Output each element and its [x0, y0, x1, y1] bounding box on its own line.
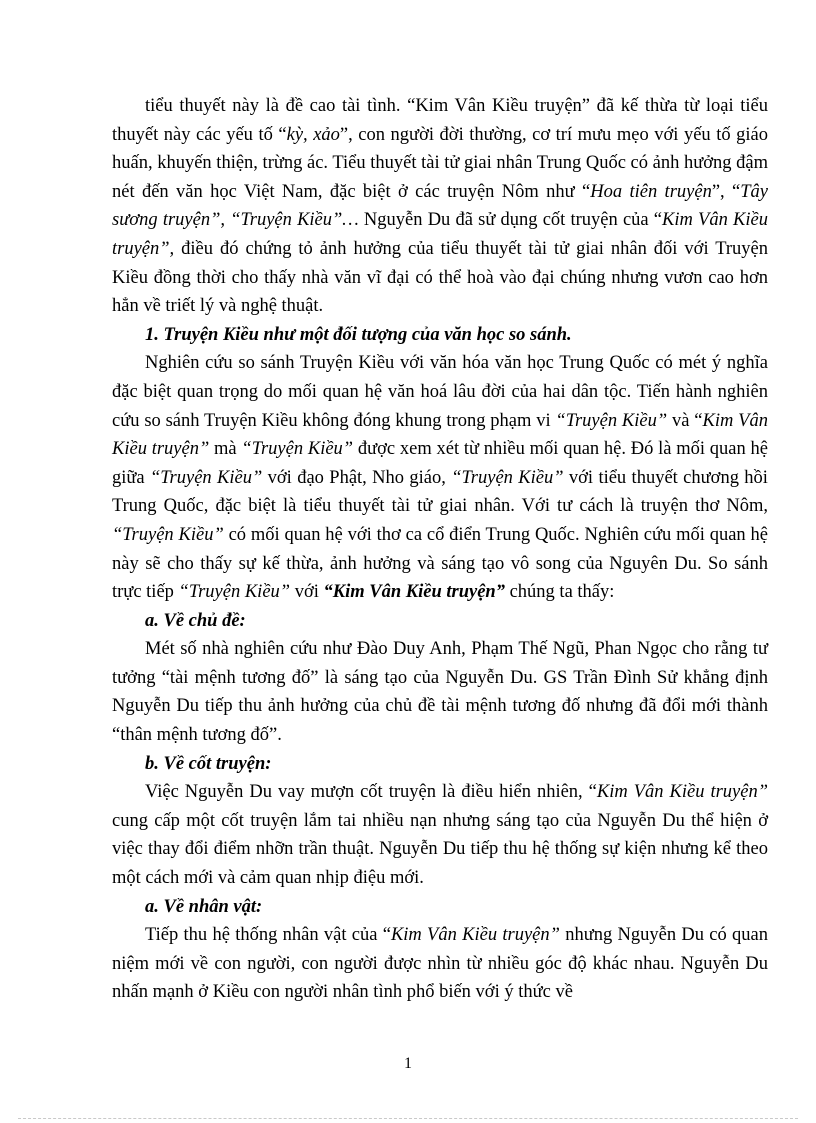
document-body [112, 92, 768, 1007]
paragraph-characters [112, 921, 768, 1007]
italic-run: “Truyện Kiều” [555, 410, 668, 431]
text-run: với tiểu thuyết chương hồi Trung Quốc, đặc biệt là tiểu thuyết tài tử giai nhân. Với tư cách là truyện thơ Nôm, [112, 467, 768, 517]
text-run: Tiếp thu hệ thống nhân vật của “ [145, 925, 391, 946]
text-run: Việc Nguyễn Du vay mượn cốt truyện là điều hiển nhiên, “ [145, 782, 597, 803]
text-run: tiểu thuyết này là đề cao tài tình. “Kim Vân Kiều truyện” đã kế thừa từ loại tiểu thuyết này các yếu tố “ [112, 96, 768, 145]
subheading-theme: a. Về chủ đề: [145, 610, 246, 631]
italic-run: Hoa tiên truyện [590, 181, 712, 202]
text-run: có mối quan hệ với thơ ca cổ điển Trung Quốc. Nghiên cứu mối quan hệ này sẽ cho thấy sự kế thừa, ảnh hưởng và sáng tạo vô song của Nguyên Du. So sánh trực tiếp [112, 524, 768, 603]
paragraph-intro [112, 92, 768, 321]
italic-run: Kim Vân Kiều truyện” [390, 925, 560, 946]
text-run: được xem xét từ nhiều mối quan hệ. Đó là mối quan hệ giữa [112, 439, 768, 488]
italic-run: “Truyện Kiều” [241, 439, 354, 460]
italic-run: kỳ, xảo [286, 124, 340, 145]
text-run: với [290, 582, 324, 603]
italic-run: “Truyện Kiều” [451, 467, 564, 488]
text-run: và “ [667, 410, 703, 431]
text-run: Nghiên cứu so sánh Truyện Kiều với văn hóa văn học Trung Quốc có mét ý nghĩa đặc biệt quan trọng do mối quan hệ văn hoá lâu đời của hai dân tộc. Tiến hành nghiên cứu so sánh Truyện Kiều không đóng khung trong phạm vi [112, 353, 768, 431]
italic-run: Kim Vân Kiều truyện”, [112, 210, 768, 259]
paragraph-theme: Mét số nhà nghiên cứu như Đào Duy Anh, Phạm Thế Ngũ, Phan Ngọc cho rằng tư tưởng “tài mệnh tương đố” là sáng tạo của Nguyễn Du. GS Trần Đình Sử khẳng định Nguyễn Du tiếp thu ảnh hưởng của chủ đề tài mệnh tương đố nhưng đã đổi mới thành “thân mệnh tương đố”. [112, 639, 768, 746]
text-run: ”, “ [711, 181, 741, 202]
text-run: mà [209, 439, 242, 460]
text-run: điều đó chứng tỏ ảnh hưởng của tiểu thuyết tài tử giai nhân đối với Truyện Kiều đồng thời cho thấy nhà văn vĩ đại có thể hoà vào đại chúng nhưng vươn cao hơn hẳn về triết lý và nghệ thuật. [112, 238, 768, 317]
paragraph-plot [112, 778, 768, 892]
italic-run: Kim Vân Kiều truyện” [112, 410, 768, 460]
text-run: chúng ta thấy: [504, 582, 615, 603]
text-run: với đạo Phật, Nho giáo, [262, 467, 452, 488]
section-heading-1: 1. Truyện Kiều như một đối tượng của văn học so sánh. [145, 324, 572, 345]
page-bottom-border [18, 1118, 798, 1119]
italic-run: “Truyện Kiều” [150, 467, 263, 488]
text-run: ”, con người đời thường, cơ trí mưu mẹo với yếu tố giáo huấn, khuyến thiện, trừng ác. Tiểu thuyết tài tử giai nhân Trung Quốc có ảnh hưởng đậm nét đến văn học Việt Nam, đặc biệt ở các truyện Nôm như “ [112, 124, 768, 202]
bold-italic-run: “Kim Vân Kiều truyện” [323, 582, 505, 603]
italic-run: “Truyện Kiều” [178, 582, 291, 603]
italic-run: Tây sương truyện”, “Truyện Kiều”… [112, 181, 768, 231]
page-number: 1 [404, 1055, 412, 1072]
text-run: nhưng Nguyễn Du có quan niệm mới về con người, con người được nhìn từ nhiều góc độ khác nhau. Nguyễn Du nhấn mạnh ở Kiều con người nhân tình phổ biến với ý thức về [112, 925, 768, 1003]
italic-run: “Truyện Kiều” [112, 524, 224, 545]
italic-run: Kim Vân Kiều truyện” [596, 782, 768, 803]
subheading-characters: a. Về nhân vật: [145, 896, 263, 917]
paragraph-comparative-study [112, 349, 768, 606]
text-run: cung cấp một cốt truyện lắm tai nhiều nạn nhưng sáng tạo của Nguyễn Du thể hiện ở việc thay đổi điểm nhỡn trần thuật. Nguyễn Du tiếp thu hệ thống sự kiện nhưng kể theo một cách mới và cảm quan nhịp điệu mới. [112, 810, 768, 889]
subheading-plot: b. Về cốt truyện: [145, 753, 272, 774]
text-run: Nguyễn Du đã sử dụng cốt truyện của “ [358, 210, 663, 231]
